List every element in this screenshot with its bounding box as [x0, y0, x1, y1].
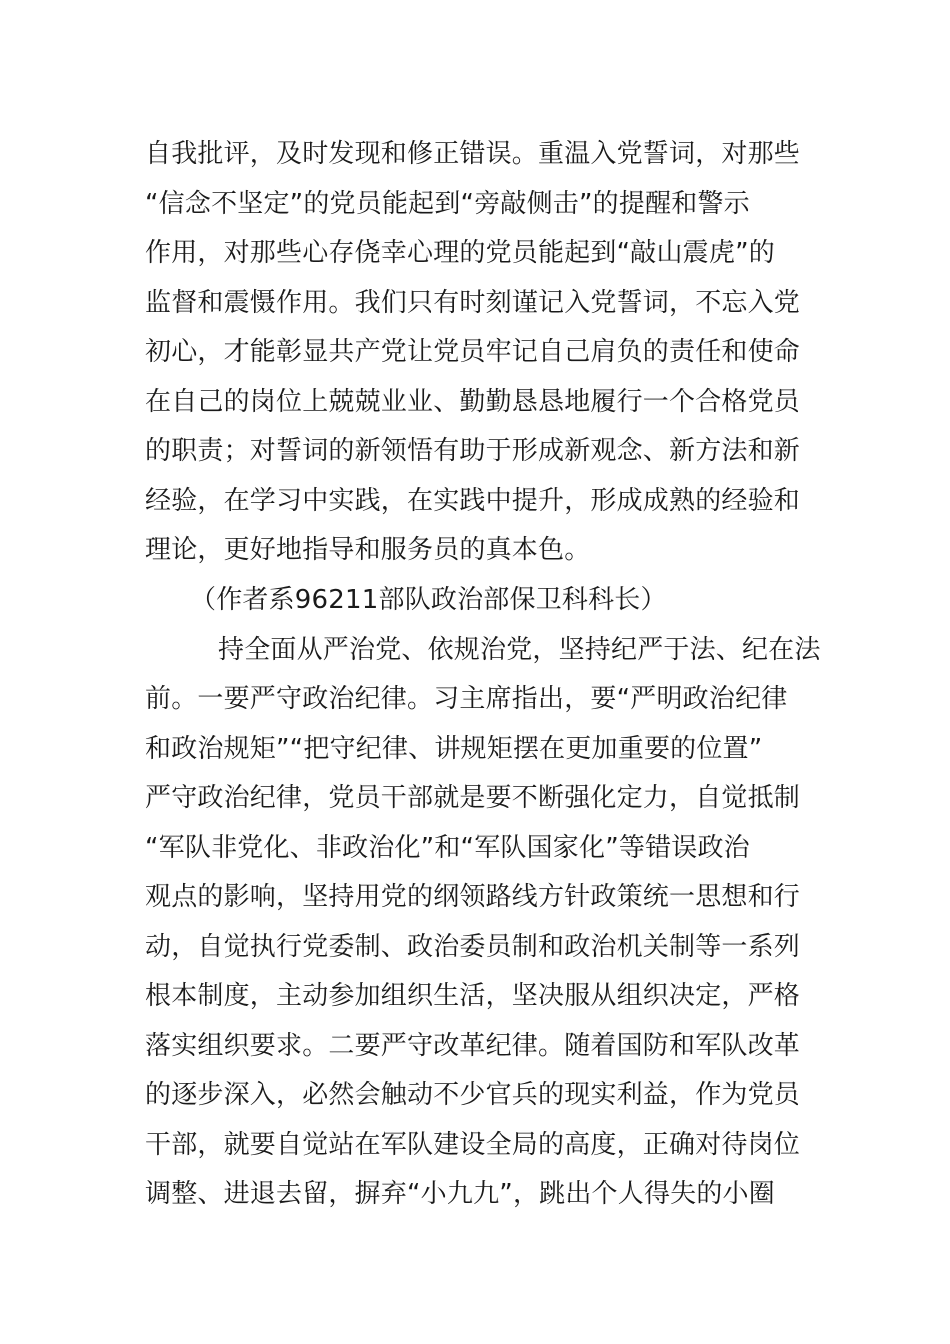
author-byline: （作者系96211部队政治部保卫科科长）	[190, 585, 667, 615]
paragraph-1-line-1: 自我批评，及时发现和修正错误。重温入党誓词，对那些	[145, 139, 801, 169]
paragraph-1-line-3: 作用，对那些心存侥幸心理的党员能起到“敲山震虎”的	[145, 238, 775, 268]
paragraph-2-line-9: 落实组织要求。二要严守改革纪律。随着国防和军队改革	[145, 1031, 801, 1061]
paragraph-2-line-4: 严守政治纪律，党员干部就是要不断强化定力，自觉抵制	[145, 783, 801, 813]
paragraph-2-line-5: “军队非党化、非政治化”和“军队国家化”等错误政治	[145, 833, 750, 863]
paragraph-2-line-7: 动，自觉执行党委制、政治委员制和政治机关制等一系列	[145, 932, 801, 962]
paragraph-2-line-6: 观点的影响，坚持用党的纲领路线方针政策统一思想和行	[145, 882, 801, 912]
paragraph-1-line-2: “信念不坚定”的党员能起到“旁敲侧击”的提醒和警示	[145, 189, 750, 219]
paragraph-2-line-12: 调整、进退去留，摒弃“小九九”，跳出个人得失的小圈	[145, 1179, 775, 1209]
paragraph-2-line-1: 持全面从严治党、依规治党，坚持纪严于法、纪在法	[218, 635, 821, 665]
paragraph-1-line-4: 监督和震慑作用。我们只有时刻谨记入党誓词，不忘入党	[145, 288, 801, 318]
paragraph-2-line-8: 根本制度，主动参加组织生活，坚决服从组织决定，严格	[145, 981, 801, 1011]
paragraph-1-line-9: 理论，更好地指导和服务员的真本色。	[145, 535, 591, 565]
paragraph-2-line-10: 的逐步深入，必然会触动不少官兵的现实利益，作为党员	[145, 1080, 801, 1110]
paragraph-1-line-5: 初心，才能彰显共产党让党员牢记自己肩负的责任和使命	[145, 337, 801, 367]
paragraph-2-line-11: 干部，就要自觉站在军队建设全局的高度，正确对待岗位	[145, 1130, 801, 1160]
paragraph-1-line-7: 的职责；对誓词的新领悟有助于形成新观念、新方法和新	[145, 436, 801, 466]
paragraph-2-line-2: 前。一要严守政治纪律。习主席指出，要“严明政治纪律	[145, 684, 788, 714]
paragraph-2-line-3: 和政治规矩”“把守纪律、讲规矩摆在更加重要的位置”	[145, 734, 763, 764]
paragraph-1-line-8: 经验，在学习中实践，在实践中提升，形成成熟的经验和	[145, 486, 801, 516]
paragraph-1-line-6: 在自己的岗位上兢兢业业、勤勤恳恳地履行一个合格党员	[145, 387, 801, 417]
